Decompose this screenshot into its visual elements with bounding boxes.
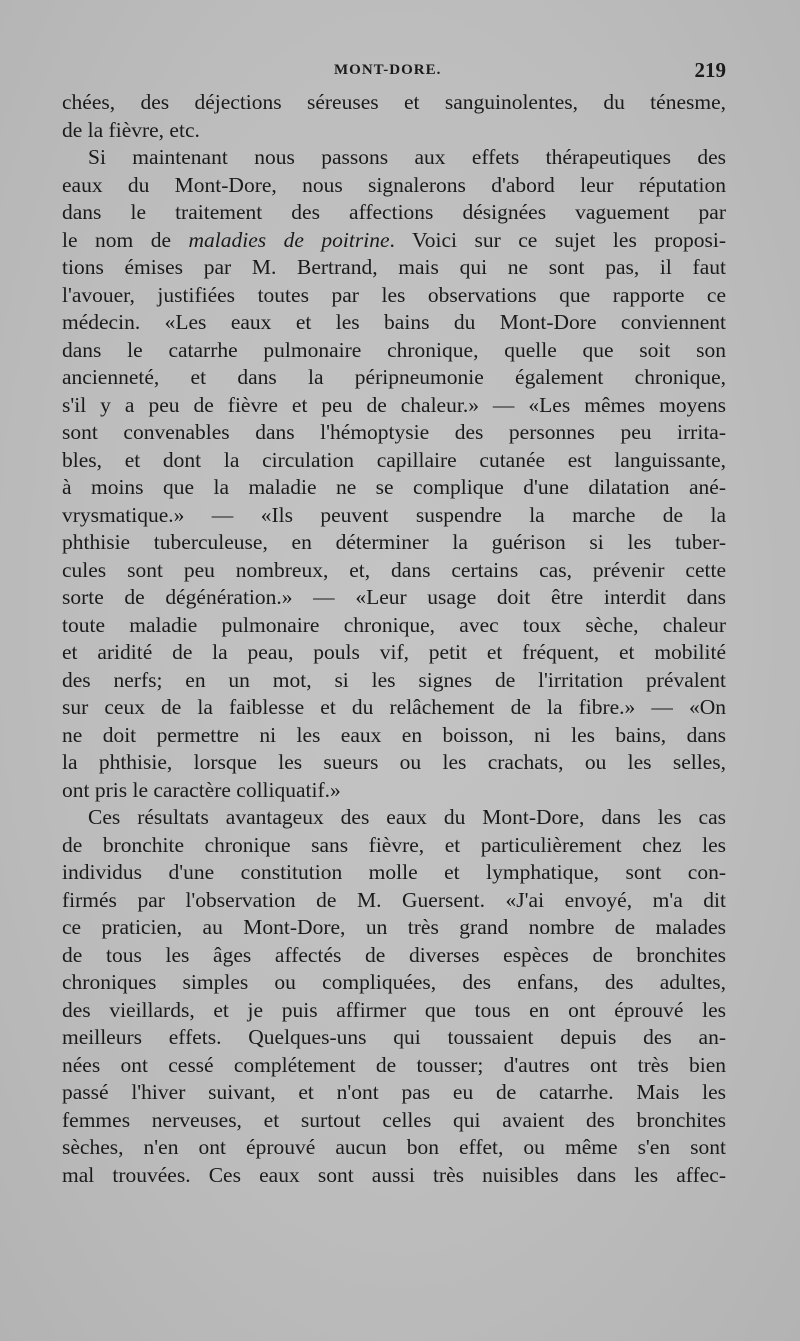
text-line: femmes nerveuses, et surtout celles qui avaient des bronchites: [62, 1107, 726, 1132]
text-line: ont pris le caractère colliquatif.»: [62, 777, 341, 802]
text-line: passé l'hiver suivant, et n'ont pas eu de catarrhe. Mais les: [62, 1080, 726, 1104]
text-line: dans le traitement des affections désignées vaguement par: [62, 200, 726, 224]
text-line: le nom de maladies de poitrine. Voici sur ce sujet les proposi-: [62, 227, 726, 252]
text-line: sorte de dégénération.» — «Leur usage doit être interdit dans: [62, 585, 726, 609]
text-line: firmés par l'observation de M. Guersent. «J'ai envoyé, m'a dit: [62, 887, 726, 912]
text-line: Ces résultats avantageux des eaux du Mont-Dore, dans les cas: [88, 805, 726, 829]
text-line: de la fièvre, etc.: [62, 117, 200, 142]
page-number: 219: [694, 58, 726, 82]
running-head: MONT-DORE.: [334, 62, 442, 78]
text-line: toute maladie pulmonaire chronique, avec toux sèche, chaleur: [62, 612, 726, 637]
text-line: ce praticien, au Mont-Dore, un très grand nombre de malades: [62, 915, 726, 939]
text-line: chroniques simples ou compliquées, des enfans, des adultes,: [62, 970, 726, 994]
text-line: Si maintenant nous passons aux effets thérapeutiques des: [88, 145, 726, 169]
text-line: ne doit permettre ni les eaux en boisson, ni les bains, dans: [62, 722, 726, 747]
page-header: [62, 58, 726, 88]
text-line: phthisie tuberculeuse, en déterminer la guérison si les tuber-: [62, 530, 726, 554]
text-line: individus d'une constitution molle et lymphatique, sont con-: [62, 860, 726, 884]
text-line: sur ceux de la faiblesse et du relâchement de la fibre.» — «On: [62, 695, 726, 719]
text-line: meilleurs effets. Quelques-uns qui toussaient depuis des an-: [62, 1025, 726, 1049]
text-line: et aridité de la peau, pouls vif, petit et fréquent, et mobilité: [62, 640, 726, 664]
text-line: l'avouer, justifiées toutes par les observations que rapporte ce: [62, 282, 726, 307]
text-line: mal trouvées. Ces eaux sont aussi très nuisibles dans les affec-: [62, 1162, 726, 1187]
text-line: des nerfs; en un mot, si les signes de l'irritation prévalent: [62, 667, 726, 692]
text-line: de bronchite chronique sans fièvre, et particulièrement chez les: [62, 832, 726, 857]
text-line: s'il y a peu de fièvre et peu de chaleur.» — «Les mêmes moyens: [62, 392, 726, 417]
text-line: vrysmatique.» — «Ils peuvent suspendre la marche de la: [62, 502, 726, 527]
text-line: sèches, n'en ont éprouvé aucun bon effet, ou même s'en sont: [62, 1135, 726, 1159]
text-line: ancienneté, et dans la péripneumonie également chronique,: [62, 365, 726, 389]
text-line: des vieillards, et je puis affirmer que tous en ont éprouvé les: [62, 997, 726, 1022]
text-line: chées, des déjections séreuses et sanguinolentes, du ténesme,: [62, 90, 726, 114]
text-line: eaux du Mont-Dore, nous signalerons d'abord leur réputation: [62, 172, 726, 197]
text-line: nées ont cessé complétement de tousser; d'autres ont très bien: [62, 1052, 726, 1077]
text-line: tions émises par M. Bertrand, mais qui ne sont pas, il faut: [62, 255, 726, 279]
text-line: de tous les âges affectés de diverses espèces de bronchites: [62, 942, 726, 967]
body-text: [62, 89, 726, 1189]
text-line: la phthisie, lorsque les sueurs ou les crachats, ou les selles,: [62, 750, 726, 774]
text-line: médecin. «Les eaux et les bains du Mont-Dore conviennent: [62, 310, 726, 334]
text-line: sont convenables dans l'hémoptysie des personnes peu irrita-: [62, 420, 726, 444]
text-line: à moins que la maladie ne se complique d'une dilatation ané-: [62, 475, 726, 499]
text-line: cules sont peu nombreux, et, dans certains cas, prévenir cette: [62, 557, 726, 582]
text-line: dans le catarrhe pulmonaire chronique, quelle que soit son: [62, 337, 726, 362]
text-line: bles, et dont la circulation capillaire cutanée est languissante,: [62, 447, 726, 472]
